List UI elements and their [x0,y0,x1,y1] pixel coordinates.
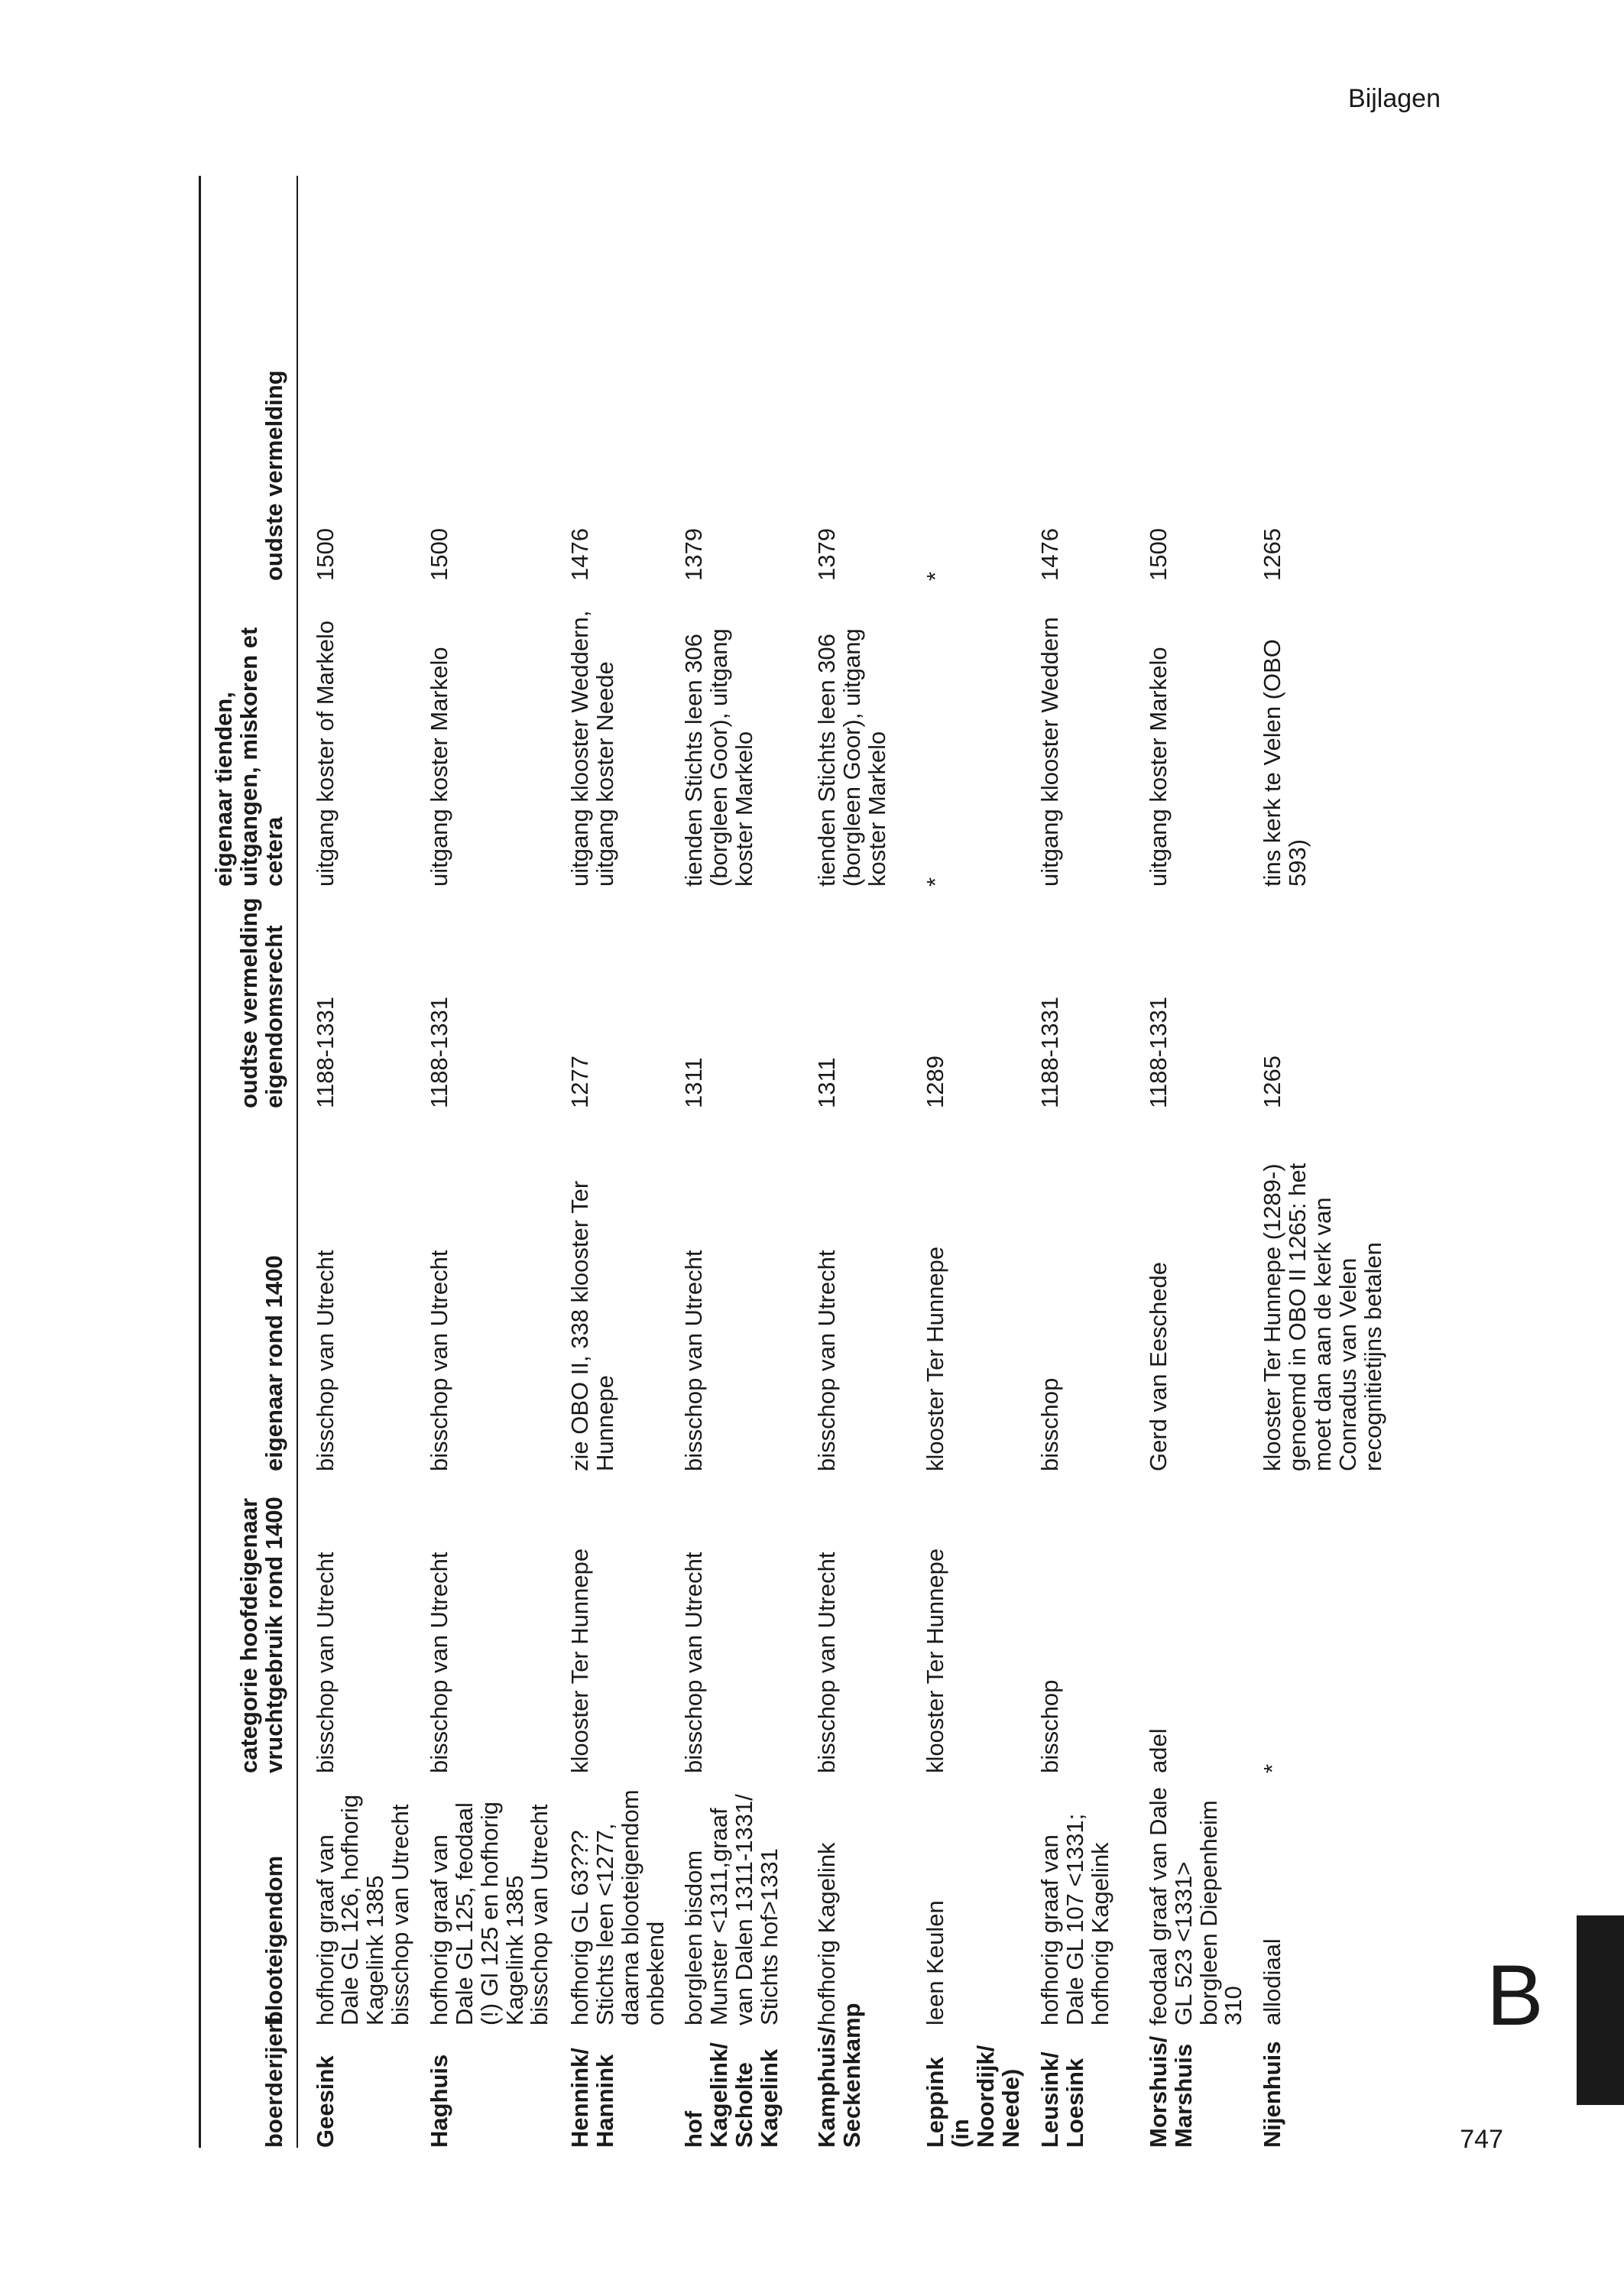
appendix-letter: B [1486,1948,1544,2043]
farm-ownership-table [199,176,1410,2148]
cell-farm: Nijenhuis [1259,2041,1286,2148]
cell-eigenaar: bisschop van Utrecht [813,1250,841,1471]
cell-farm: Geesink [311,2055,339,2148]
cell-blooteigendom: hofhorig graaf van Dale GL 107 <1331; hofhorig Kagelink [1036,1813,1113,2025]
cell-tienden: uitgang koster Markelo [1144,647,1172,887]
table-row [413,176,554,2148]
header-categorie: categorie hoofdeigenaar vruchtgebruik rond 1400 [235,1497,287,1773]
cell-farm: Haghuis [426,2054,453,2148]
cell-categorie: bisschop [1036,1679,1063,1773]
cell-vermelding-eigendom: 1188-1331 [311,997,339,1108]
cell-categorie: bisschop van Utrecht [680,1552,708,1773]
table-row [554,176,668,2148]
table-row [909,176,1023,2148]
cell-eigenaar: Gerd van Eeschede [1144,1261,1172,1471]
header-tienden: eigenaar tienden, uitgangen, miskoren et cetera [210,627,287,887]
cell-farm: Morshuis/ Marshuis [1144,2035,1197,2148]
table-row [297,176,413,2148]
cell-blooteigendom: hofhorig Kagelink [813,1842,841,2025]
header-oudste: oudste vermelding [260,370,287,581]
cell-blooteigendom: hofhorig graaf van Dale GL 125, feodaal (!) Gl 125 en hofhorig Kagelink 1385 bisschop van Utrecht [426,1802,553,2025]
cell-blooteigendom: feodaal graaf van Dale GL 523 <1331> borgleen Diepenheim 310 [1144,1787,1247,2025]
cell-categorie: adel [1144,1728,1172,1773]
cell-blooteigendom: hofhorig graaf van Dale GL 126, hofhorig Kagelink 1385 bisschop van Utrecht [311,1794,414,2025]
thumb-tab [1577,1915,1624,2105]
header-vermelding-eigendom: oudtse vermelding eigendomsrecht [235,897,287,1108]
cell-vermelding-eigendom: 1311 [680,1057,708,1108]
cell-blooteigendom: borgleen bisdom Munster <1311,graaf van Dalen 1311-1331/ Stichts hof>1331 [680,1794,783,2025]
cell-oudste: 1500 [311,528,339,581]
cell-vermelding-eigendom: 1188-1331 [1144,997,1172,1108]
header-boerderijerf: boerderijerf [260,2016,287,2148]
cell-oudste: * [922,571,949,581]
cell-farm: Kamphuis/ Seckenkamp [813,2003,866,2148]
cell-tienden: tienden Stichts leen 306 (borgleen Goor), uitgang koster Markelo [680,628,758,887]
running-header: Bijlagen [1348,84,1441,113]
cell-oudste: 1379 [680,528,708,581]
cell-vermelding-eigendom: 1188-1331 [426,997,453,1108]
cell-categorie: bisschop van Utrecht [426,1552,453,1773]
cell-oudste: 1500 [426,528,453,581]
cell-eigenaar: bisschop [1036,1377,1063,1471]
cell-oudste: 1500 [1144,528,1172,581]
cell-categorie: bisschop van Utrecht [311,1552,339,1773]
cell-vermelding-eigendom: 1265 [1259,1056,1286,1108]
cell-blooteigendom: hofhorig GL 63??? Stichts leen <1277, daarna blooteigendom onbekend [566,1789,669,2025]
cell-oudste: 1265 [1259,528,1286,581]
cell-categorie: klooster Ter Hunnepe [922,1548,949,1773]
cell-categorie: klooster Ter Hunnepe [566,1548,594,1773]
table-row [801,176,909,2148]
cell-tienden: uitgang koster Markelo [426,647,453,887]
rotated-table-container [199,176,1391,2148]
cell-vermelding-eigendom: 1311 [813,1057,841,1108]
header-blooteigendom: blooteigendom [260,1855,287,2025]
cell-farm: hof Kagelink/ Scholte Kagelink [680,2042,783,2148]
cell-eigenaar: klooster Ter Hunnepe (1289-) genoemd in OBO II 1265: het moet dan aan de kerk van Conradus van Velen recognitietijns betalen [1259,1163,1386,1471]
table-header-row [200,176,297,2148]
cell-oudste: 1379 [813,528,841,581]
cell-eigenaar: bisschop van Utrecht [311,1250,339,1471]
cell-blooteigendom: leen Keulen [922,1900,949,2025]
table-row [1246,176,1410,2148]
cell-tienden: * [922,877,949,887]
cell-eigenaar: bisschop van Utrecht [680,1250,708,1471]
table-row [668,176,801,2148]
cell-tienden: uitgang koster of Markelo [311,620,339,887]
cell-farm: Leusink/ Loesink [1036,2051,1088,2148]
cell-vermelding-eigendom: 1188-1331 [1036,997,1063,1108]
cell-eigenaar: bisschop van Utrecht [426,1250,453,1471]
cell-tienden: tienden Stichts leen 306 (borgleen Goor), uitgang koster Markelo [813,628,891,887]
cell-eigenaar: zie OBO II, 338 klooster Ter Hunnepe [566,1180,618,1471]
cell-tienden: uitgang klooster Weddern, uitgang koster Neede [566,610,618,887]
cell-farm: Leppink (in Noordijk/ Neede) [922,2045,1025,2148]
cell-oudste: 1476 [566,528,594,581]
cell-categorie: * [1259,1763,1286,1773]
cell-categorie: bisschop van Utrecht [813,1552,841,1773]
page-number: 747 [1460,2125,1503,2154]
cell-oudste: 1476 [1036,528,1063,581]
cell-vermelding-eigendom: 1277 [566,1056,594,1108]
cell-tienden: uitgang klooster Weddern [1036,617,1063,887]
cell-eigenaar: klooster Ter Hunnepe [922,1246,949,1471]
header-eigenaar: eigenaar rond 1400 [260,1255,287,1471]
cell-tienden: tins kerk te Velen (OBO 593) [1259,639,1311,887]
cell-vermelding-eigendom: 1289 [922,1056,949,1108]
cell-farm: Hennink/ Hannink [566,2048,618,2148]
cell-blooteigendom: allodiaal [1259,1938,1286,2025]
table-row [1024,176,1133,2148]
table-row [1133,176,1246,2148]
